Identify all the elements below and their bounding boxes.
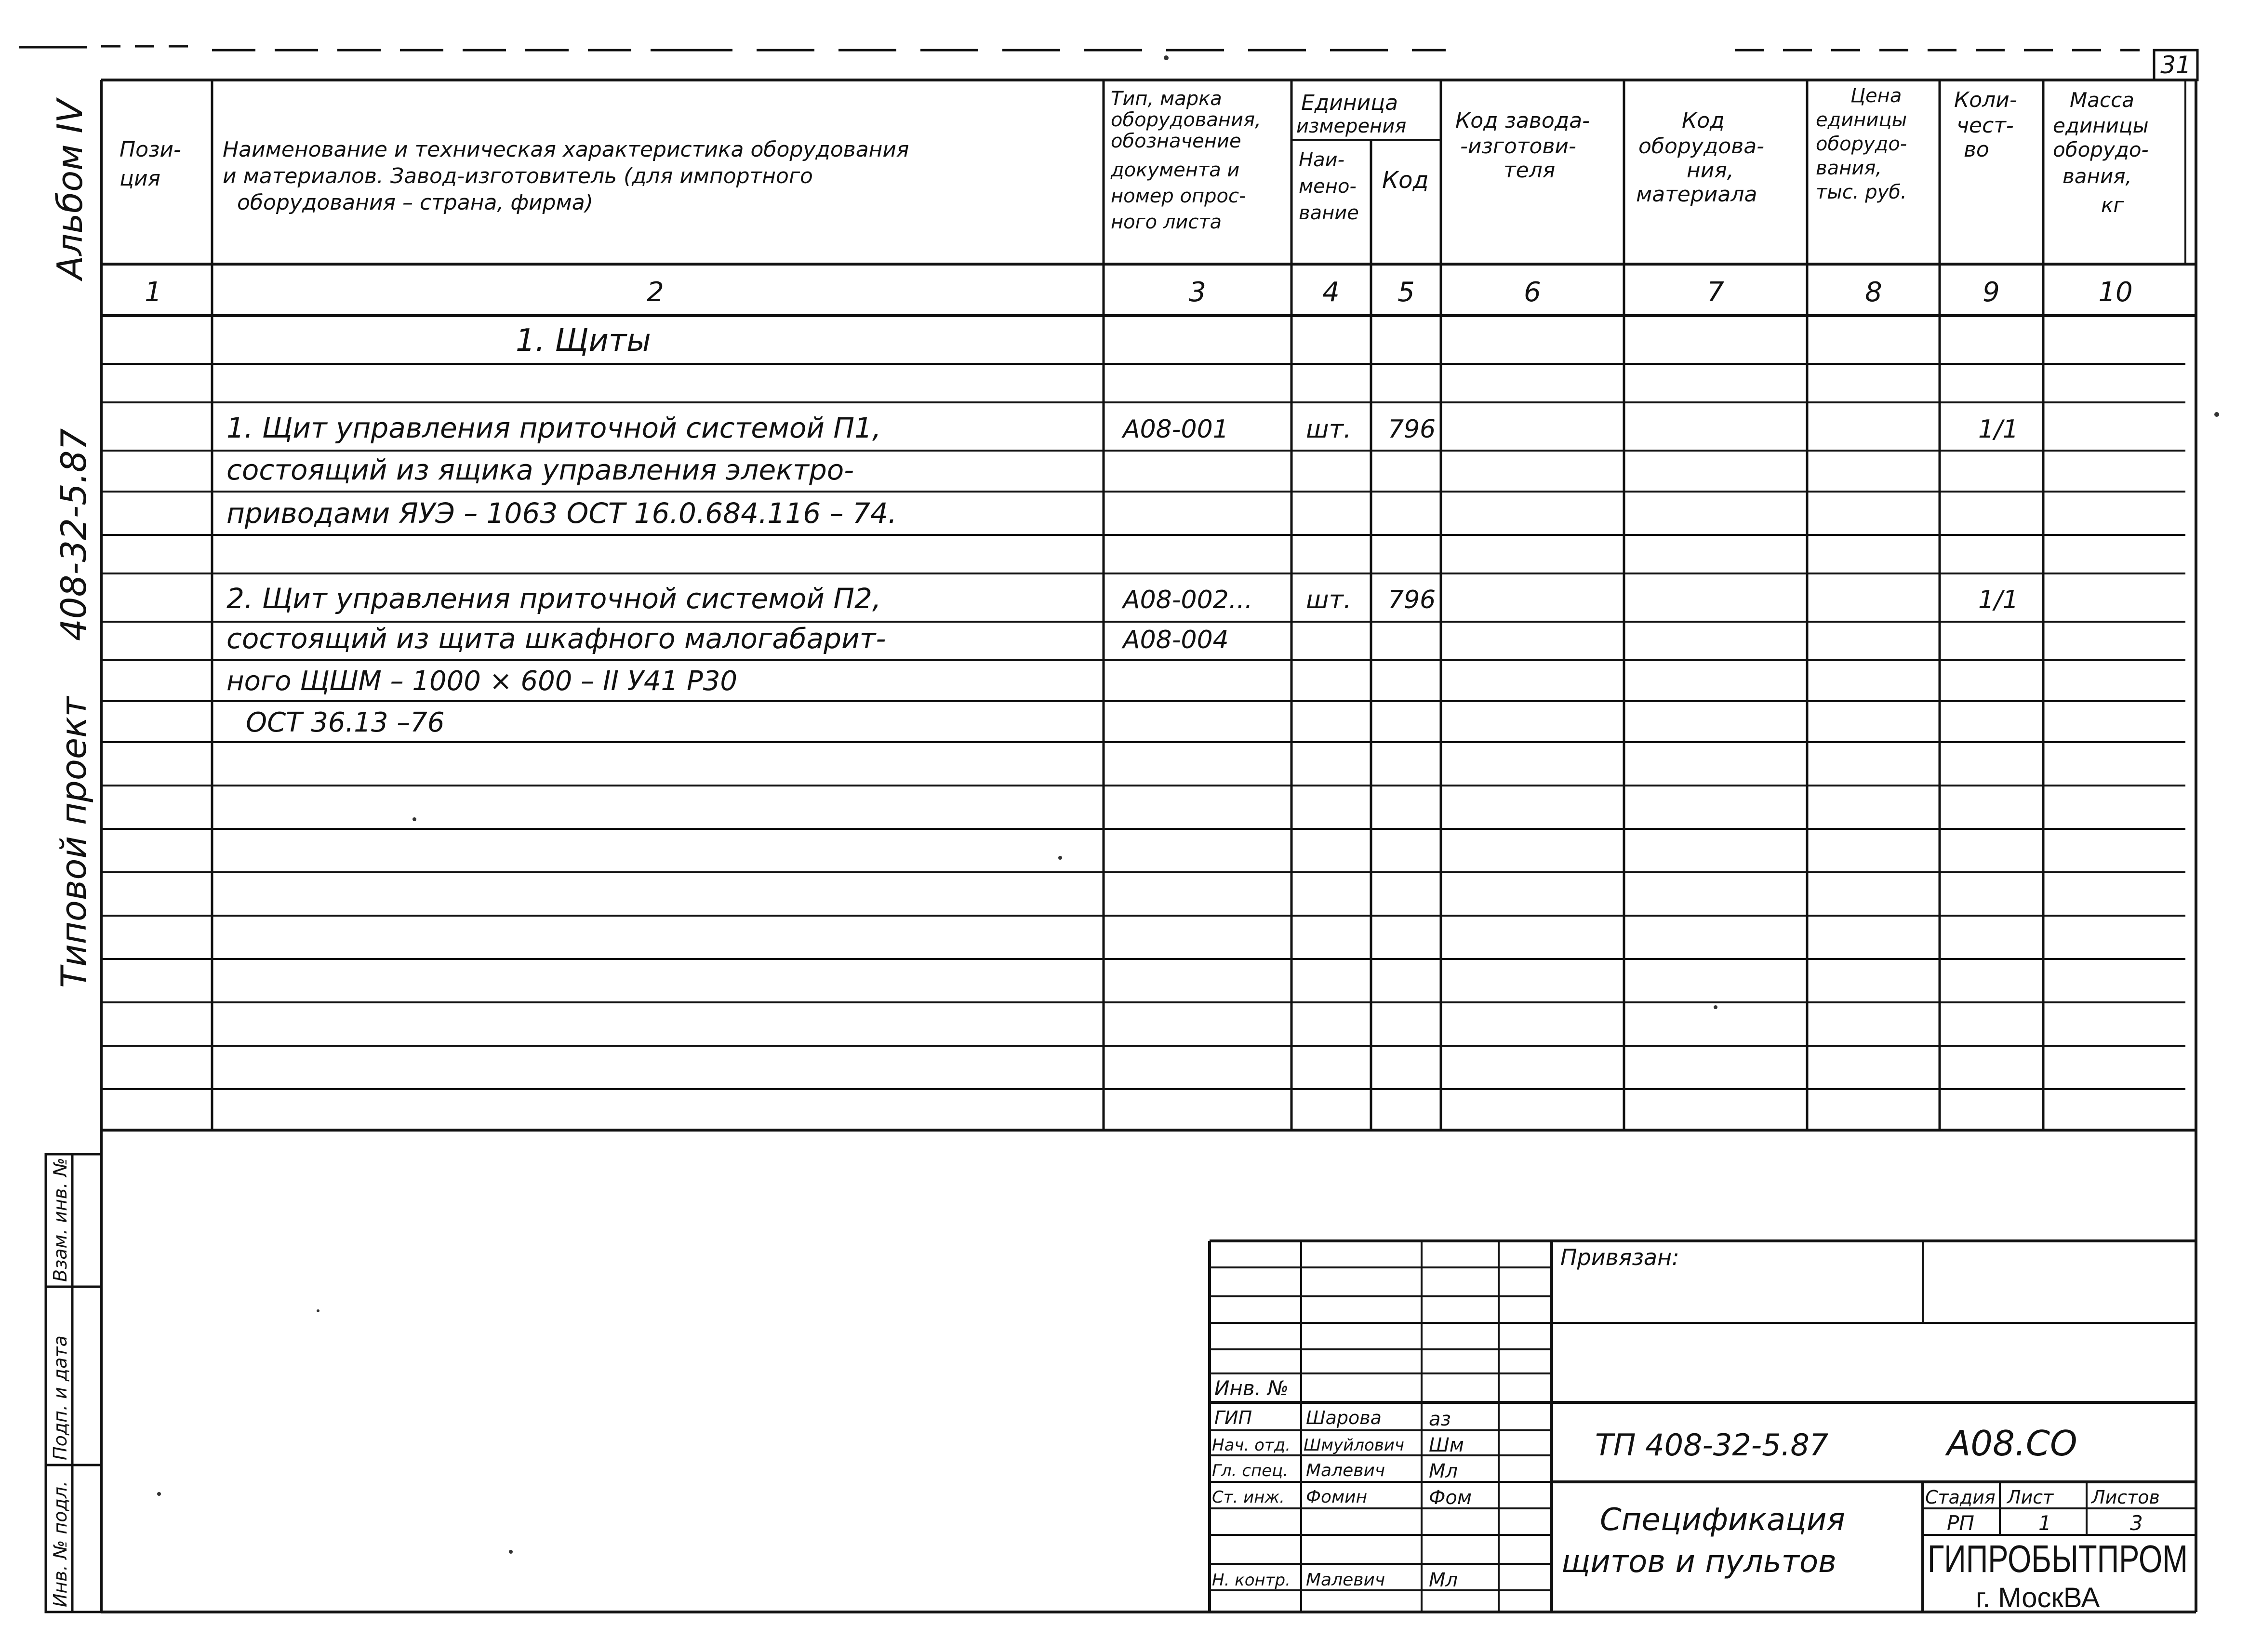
hdr-factory-1: Код завода-: [1455, 108, 1590, 133]
hdr-unit-2: измерения: [1296, 115, 1407, 137]
role-1: ГИП: [1214, 1407, 1252, 1428]
hdr-factory-3: теля: [1504, 158, 1556, 183]
hdr-equip-2: оборудова-: [1638, 134, 1765, 159]
colnum-7: 7: [1707, 277, 1724, 308]
hdr-price-2: единицы: [1816, 109, 1907, 131]
bound-label: Привязан:: [1560, 1244, 1679, 1270]
hdr-type-3: обозначение: [1111, 130, 1241, 152]
doc-title-1: Спецификация: [1600, 1502, 1845, 1538]
hdr-unitname-3: вание: [1299, 202, 1359, 224]
role-2: Нач. отд.: [1212, 1436, 1291, 1455]
sign-1: аз: [1429, 1408, 1451, 1430]
row-4-name: 2. Щит управления приточной системой П2,: [226, 582, 881, 615]
hdr-mass-5: кг: [2101, 193, 2124, 217]
hdr-equip-3: ния,: [1687, 158, 1734, 183]
colnum-6: 6: [1524, 277, 1541, 308]
name-3: Малевич: [1306, 1461, 1385, 1480]
hdr-position-2: ция: [120, 166, 161, 191]
row-4-type: А08-002...: [1123, 586, 1253, 614]
row-2-name: состоящий из ящика управления электро-: [226, 453, 854, 486]
doc-title-2: щитов и пультов: [1561, 1544, 1836, 1580]
name-2: Шмуйлович: [1304, 1436, 1404, 1455]
row-6-name: ного ЩШМ – 1000 × 600 – II У41 Р30: [226, 666, 737, 697]
page-number-box: [2154, 50, 2197, 80]
sign-3: Мл: [1429, 1460, 1458, 1482]
hdr-price-3: оборудо-: [1816, 133, 1907, 155]
doc-code: ТП 408-32-5.87: [1595, 1427, 1829, 1463]
scan-specks: [157, 55, 2219, 1554]
row-5-name: состоящий из щита шкафного малогабарит-: [226, 622, 886, 655]
colnum-10: 10: [2098, 277, 2133, 308]
column-numbers: [145, 277, 2132, 308]
project-code-label: 408-32-5.87: [53, 428, 94, 641]
table-header: [120, 85, 2149, 233]
hdr-qty-2: чест-: [1956, 113, 2014, 138]
section-title: 1. Щиты: [516, 323, 651, 359]
hdr-mass-2: единицы: [2053, 114, 2149, 137]
hdr-unit-1: Единица: [1301, 91, 1398, 115]
name-5: Малевич: [1306, 1570, 1385, 1590]
stamp-podp-data: Подп. и дата: [50, 1335, 71, 1460]
row-4-code: 796: [1388, 586, 1436, 614]
hdr-mass-3: оборудо-: [2053, 138, 2149, 161]
hdr-type-5: номер опрос-: [1111, 185, 1246, 207]
title-block-text: [1212, 1244, 2188, 1613]
org-city: г. МоскВА: [1976, 1582, 2100, 1613]
hdr-name-1: Наименование и техническая характеристика оборудования: [223, 137, 909, 162]
hdr-price-5: тыс. руб.: [1816, 181, 1907, 203]
table-body: [226, 323, 2019, 738]
hdr-price-4: вания,: [1816, 157, 1882, 179]
name-1: Шарова: [1306, 1407, 1382, 1428]
role-4: Ст. инж.: [1212, 1488, 1285, 1507]
hdr-type-6: ного листа: [1111, 211, 1222, 233]
hdr-unitname-1: Наи-: [1299, 149, 1345, 171]
row-1-code: 796: [1388, 415, 1436, 444]
colnum-8: 8: [1865, 277, 1882, 308]
stage-label: Стадия: [1925, 1487, 1996, 1508]
role-3: Гл. спец.: [1212, 1461, 1289, 1480]
hdr-equip-4: материала: [1636, 182, 1757, 207]
doc-mark: А08.СО: [1947, 1423, 2077, 1464]
hdr-type-1: Тип, марка: [1111, 88, 1222, 110]
page-number: 31: [2160, 51, 2191, 79]
sheet-value: 1: [2038, 1511, 2051, 1535]
hdr-factory-2: -изготови-: [1460, 134, 1576, 159]
main-frame: [101, 80, 2196, 1612]
role-5: Н. контр.: [1212, 1571, 1291, 1590]
sign-2: Шм: [1429, 1434, 1464, 1456]
stamp-inv-podl: Инв. № подл.: [50, 1480, 71, 1607]
colnum-9: 9: [1983, 277, 2000, 308]
hdr-name-3: оборудования – страна, фирма): [237, 190, 593, 215]
stage-value: РП: [1947, 1511, 1974, 1535]
hdr-unitcode: Код: [1382, 167, 1429, 194]
sheet-label: Лист: [2007, 1487, 2054, 1508]
row-1-type: А08-001: [1123, 415, 1229, 444]
row-5-type: А08-004: [1123, 626, 1229, 654]
row-3-name: приводами ЯУЭ – 1063 ОСТ 16.0.684.116 – 74.: [226, 497, 897, 530]
hdr-equip-1: Код: [1682, 108, 1725, 133]
colnum-3: 3: [1189, 277, 1206, 308]
colnum-2: 2: [647, 277, 664, 308]
hdr-mass-1: Масса: [2070, 88, 2134, 112]
colnum-1: 1: [145, 277, 162, 308]
row-7-name: ОСТ 36.13 –76: [246, 707, 445, 738]
row-1-name: 1. Щит управления приточной системой П1,: [226, 412, 881, 444]
org-name: ГИПРОБЫТПРОМ: [1928, 1537, 2188, 1580]
sign-5: Мл: [1429, 1569, 1458, 1591]
hdr-name-2: и материалов. Завод-изготовитель (для импортного: [223, 164, 813, 188]
hdr-type-2: оборудования,: [1111, 109, 1261, 131]
sheets-label: Листов: [2091, 1487, 2160, 1508]
album-label: Альбом IV: [50, 99, 90, 280]
hdr-qty-3: во: [1964, 137, 1989, 162]
hdr-price-1: Цена: [1850, 85, 1902, 107]
stamp-vzam-inv: Взам. инв. №: [50, 1157, 71, 1282]
top-edge-marks: [19, 46, 2140, 50]
hdr-position-1: Пози-: [120, 137, 181, 162]
colnum-4: 4: [1322, 277, 1340, 308]
row-1-unit: шт.: [1306, 415, 1352, 444]
project-type-label: Типовой проект: [53, 696, 94, 988]
inv-label: Инв. №: [1214, 1376, 1289, 1400]
row-4-qty: 1/1: [1978, 586, 2019, 614]
sheets-value: 3: [2130, 1511, 2143, 1535]
row-4-unit: шт.: [1306, 586, 1352, 614]
hdr-qty-1: Коли-: [1954, 88, 2017, 112]
row-1-qty: 1/1: [1978, 415, 2019, 444]
hdr-unitname-2: мено-: [1299, 175, 1357, 198]
sign-4: Фом: [1429, 1487, 1472, 1509]
hdr-mass-4: вания,: [2063, 164, 2132, 188]
side-labels: [50, 97, 94, 988]
name-4: Фомин: [1306, 1487, 1368, 1507]
colnum-5: 5: [1397, 277, 1415, 308]
hdr-type-4: документа и: [1111, 159, 1240, 181]
